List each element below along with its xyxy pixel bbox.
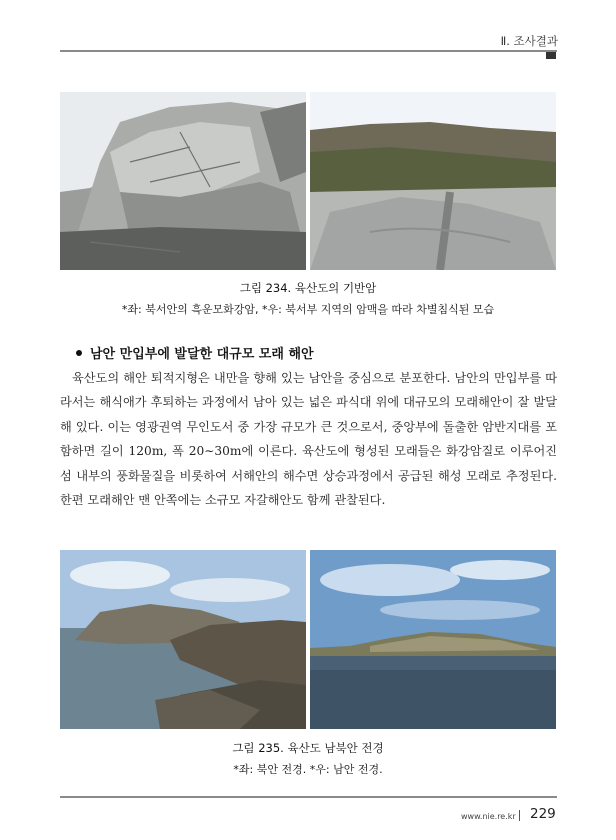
figure-234-caption [60,280,556,317]
section-title-text: 남안 만입부에 발달한 대규모 모래 해안 [90,347,314,362]
figure-235-photos [60,550,556,729]
north-coast-photo [60,550,306,729]
figure-234-title: 그림 234. 육산도의 기반암 [239,281,377,295]
dike-erosion-photo [310,92,556,270]
figure-235-title: 그림 235. 육산도 남북안 전경 [232,741,384,755]
header-mark [546,52,556,59]
header-rule [60,50,557,52]
footer-separator [519,810,520,821]
granite-outcrop-photo [60,92,306,270]
footer-rule [60,796,557,798]
section-title [76,343,314,362]
figure-234-note: *좌: 북서안의 흑운모화강암, *우: 북서부 지역의 암맥을 따라 차별침식된 모습 [121,303,495,316]
running-header: Ⅱ. 조사결과 [500,34,558,48]
south-coast-photo [310,550,556,729]
footer-url: www.nie.re.kr [461,812,516,821]
bullet-icon [76,350,82,356]
figure-234-photos [60,92,556,270]
page-number: 229 [530,806,556,822]
body-text [60,366,557,512]
figure-235-note: *좌: 북안 전경. *우: 남안 전경. [233,763,383,776]
figure-235-caption [60,740,556,777]
body-paragraph: 육산도의 해안 퇴적지형은 내만을 향해 있는 남안을 중심으로 분포한다. 남안의 만입부를 따라서는 해식애가 후퇴하는 과정에서 남아 있는 넓은 파식대 위에 대규모의 모래해안이 잘 발달해 있다. 이는 영광권역 무인도서 중 가장 규모가 큰 것으로서, 중앙부에 돌출한 암반지대를 포함하면 길이 120m, 폭 20∼30m에 이른다. 육산도에 형성된 모래들은 화강암질로 이루어진 섬 내부의 풍화물질을 비롯하여 서해안의 해수면 상승과정에서 공급된 해성 모래로 추정된다. 한편 모래해안 맨 안쪽에는 소규모 자갈해안도 함께 관찰된다. [60,371,557,508]
